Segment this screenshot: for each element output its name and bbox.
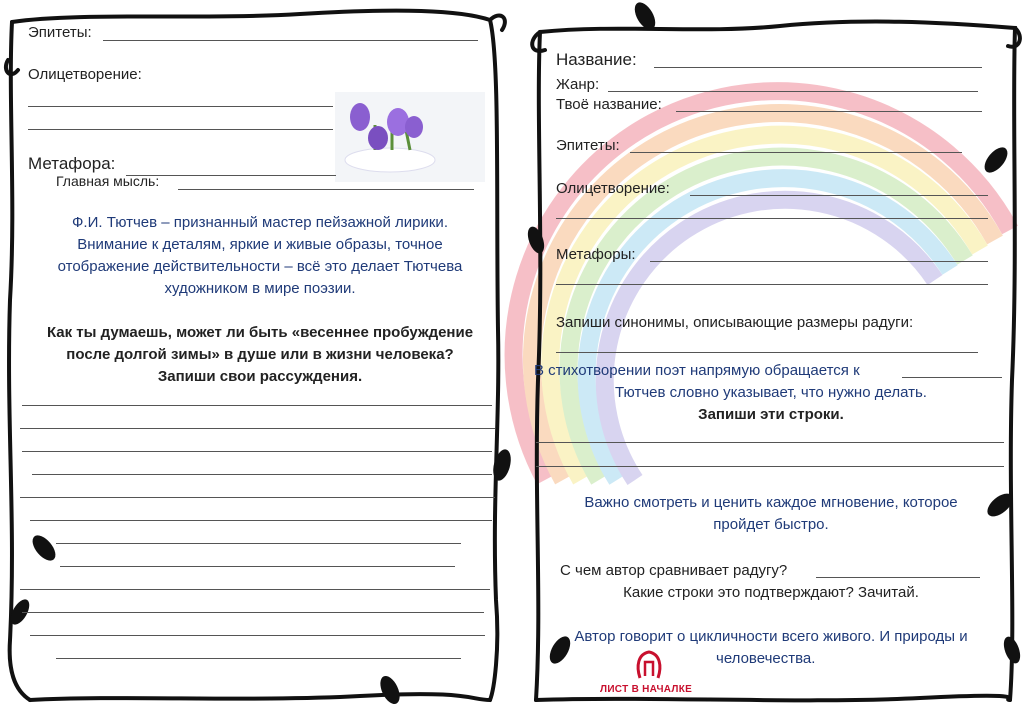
left-metaphor-label: Метафора:	[28, 154, 116, 173]
right-personification-line-1[interactable]	[690, 195, 988, 196]
logo-icon	[634, 648, 664, 682]
right-address-line-1: В стихотворении поэт напрямую обращается к	[534, 362, 860, 379]
right-cycle-line-1: Автор говорит о цикличности всего живого. И природы и	[574, 628, 968, 645]
left-intro-line-3: отображение действительности – всё это делает Тютчева	[57, 258, 463, 275]
right-moment-line-2: пройдет быстро.	[713, 516, 829, 533]
writing-line[interactable]	[30, 635, 485, 636]
right-compare-blank[interactable]	[816, 577, 980, 578]
writing-line[interactable]	[20, 589, 490, 590]
left-question-line-1: Как ты думаешь, может ли быть «весеннее пробуждение	[46, 324, 474, 341]
right-address-blank[interactable]	[902, 377, 1002, 378]
left-main-idea-label: Главная мысль:	[56, 173, 160, 189]
left-question-line-3: Запиши свои рассуждения.	[157, 368, 363, 385]
right-own-title-line[interactable]	[676, 111, 982, 112]
writing-line[interactable]	[22, 451, 492, 452]
left-personification-line-1[interactable]	[28, 106, 333, 107]
right-own-title-label: Твоё название:	[556, 96, 662, 113]
writing-line[interactable]	[536, 442, 1004, 443]
logo-text: ЛИСТ В НАЧАЛКЕ	[600, 684, 693, 695]
right-personification-label: Олицетворение:	[556, 180, 670, 197]
right-genre-label: Жанр:	[556, 76, 600, 93]
left-question-line-2: после долгой зимы» в душе или в жизни человека?	[66, 346, 454, 363]
left-intro-line-4: художником в мире поэзии.	[164, 280, 356, 297]
left-main-idea-line[interactable]	[178, 189, 474, 190]
right-metaphors-label: Метафоры:	[556, 246, 636, 263]
right-metaphors-line-2[interactable]	[556, 284, 988, 285]
left-intro-text	[20, 212, 500, 300]
left-question-text	[20, 322, 500, 388]
right-title-label: Название:	[556, 50, 637, 69]
left-epithets-label: Эпитеты:	[28, 24, 92, 41]
right-title-line[interactable]	[654, 67, 982, 68]
writing-line[interactable]	[60, 566, 455, 567]
right-address-line-3: Запиши эти строки.	[698, 406, 844, 423]
right-genre-line[interactable]	[608, 91, 978, 92]
crocus-flower-picture	[335, 92, 485, 182]
writing-line[interactable]	[30, 520, 492, 521]
writing-line[interactable]	[536, 466, 1004, 467]
writing-line[interactable]	[56, 543, 461, 544]
right-cycle-line-2: человечества.	[716, 650, 816, 667]
right-moment-line-1: Важно смотреть и ценить каждое мгновение, которое	[584, 494, 958, 511]
right-synonyms-line[interactable]	[556, 352, 978, 353]
writing-line[interactable]	[20, 428, 495, 429]
writing-line[interactable]	[20, 497, 495, 498]
writing-line[interactable]	[56, 658, 461, 659]
writing-line[interactable]	[22, 405, 492, 406]
right-compare-line-1: С чем автор сравнивает радугу?	[560, 562, 788, 579]
right-compare-line-2: Какие строки это подтверждают? Зачитай.	[623, 584, 919, 601]
right-epithets-label: Эпитеты:	[556, 137, 620, 154]
writing-line[interactable]	[22, 612, 484, 613]
right-address-line-2: Тютчев словно указывает, что нужно делать.	[615, 384, 927, 401]
left-personification-line-2[interactable]	[28, 129, 333, 130]
left-personification-label: Олицетворение:	[28, 66, 142, 83]
right-synonyms-label: Запиши синонимы, описывающие размеры радуги:	[556, 314, 914, 331]
left-intro-line-2: Внимание к деталям, яркие и живые образы, точное	[77, 236, 443, 253]
right-personification-line-2[interactable]	[556, 218, 988, 219]
right-epithets-line[interactable]	[630, 152, 962, 153]
writing-line[interactable]	[32, 474, 492, 475]
right-metaphors-line-1[interactable]	[650, 261, 988, 262]
left-epithets-line[interactable]	[103, 40, 478, 41]
left-intro-line-1: Ф.И. Тютчев – признанный мастер пейзажной лирики.	[72, 214, 448, 231]
